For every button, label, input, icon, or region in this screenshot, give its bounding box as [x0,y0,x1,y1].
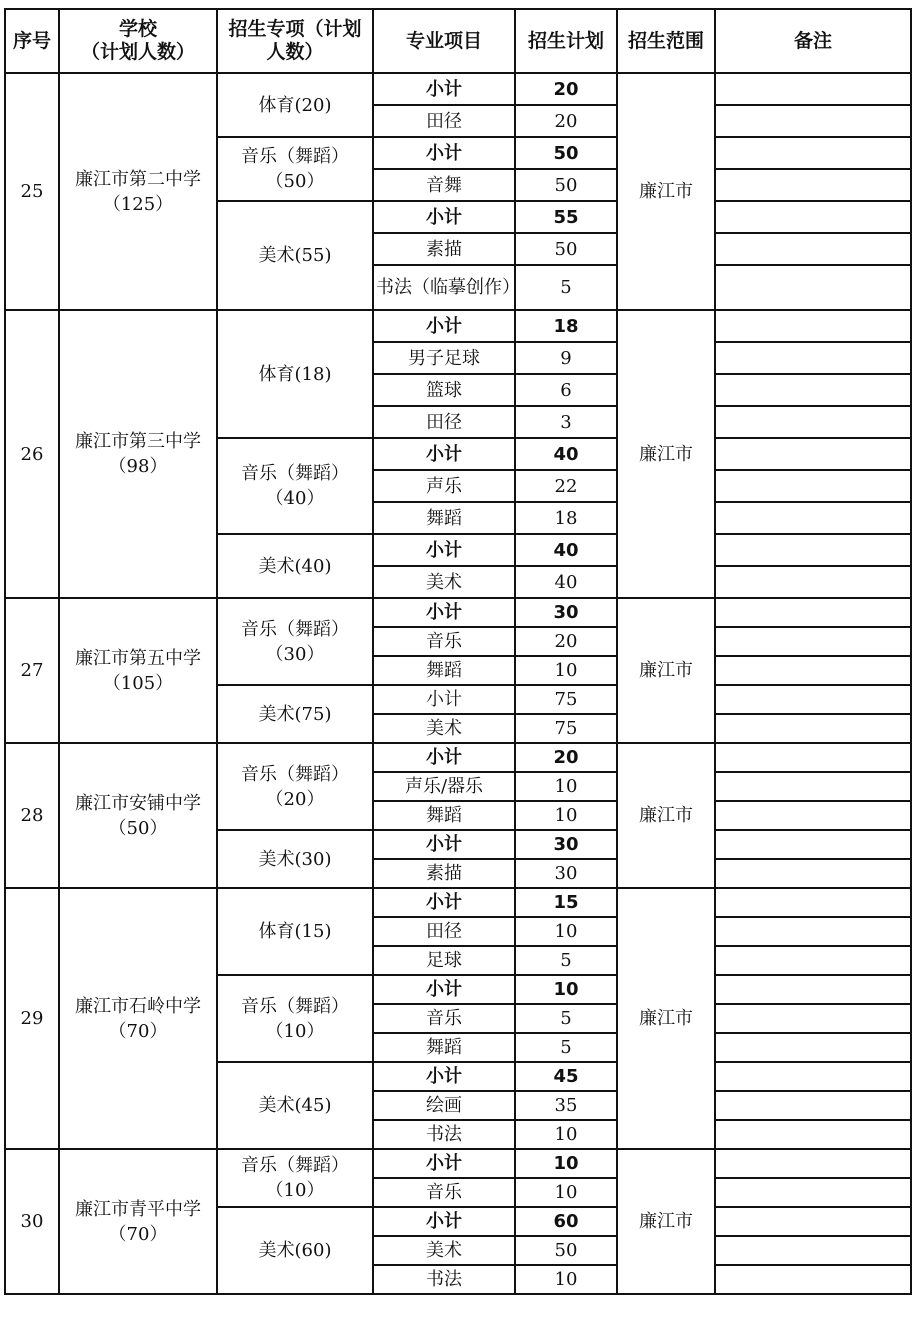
plan-cell: 10 [515,1178,617,1207]
school-cell: 廉江市第五中学 （105） [59,598,217,743]
item-cell: 小计 [373,1149,515,1178]
seq-cell: 27 [5,598,59,743]
note-cell[interactable] [715,265,911,310]
school-cell: 廉江市安铺中学 （50） [59,743,217,888]
item-cell: 声乐 [373,470,515,502]
item-cell: 小计 [373,830,515,859]
table-row [5,598,911,627]
item-cell: 舞蹈 [373,801,515,830]
item-cell: 音舞 [373,169,515,201]
item-cell: 绘画 [373,1091,515,1120]
enrollment-plan-table [4,8,912,1295]
item-cell: 音乐 [373,627,515,656]
item-cell: 篮球 [373,374,515,406]
item-cell: 田径 [373,406,515,438]
item-cell: 田径 [373,917,515,946]
range-cell: 廉江市 [617,743,715,888]
note-cell[interactable] [715,1033,911,1062]
plan-cell: 10 [515,801,617,830]
item-cell: 小计 [373,1062,515,1091]
item-cell: 书法（临摹创作） [373,265,515,310]
plan-cell: 20 [515,73,617,105]
note-cell[interactable] [715,1091,911,1120]
header-school: 学校 （计划人数） [59,9,217,73]
plan-cell: 50 [515,137,617,169]
plan-cell: 60 [515,1207,617,1236]
seq-cell: 29 [5,888,59,1149]
table-row [5,888,911,917]
note-cell[interactable] [715,598,911,627]
note-cell[interactable] [715,1178,911,1207]
plan-cell: 40 [515,566,617,598]
item-cell: 素描 [373,233,515,265]
school-cell: 廉江市第二中学 （125） [59,73,217,310]
item-cell: 小计 [373,975,515,1004]
item-cell: 小计 [373,73,515,105]
item-cell: 足球 [373,946,515,975]
plan-cell: 40 [515,534,617,566]
item-cell: 小计 [373,743,515,772]
special-cell: 体育(20) [217,73,373,137]
note-cell[interactable] [715,1265,911,1294]
header-note: 备注 [715,9,911,73]
special-cell: 美术(45) [217,1062,373,1149]
table-row [5,73,911,105]
range-cell: 廉江市 [617,888,715,1149]
plan-cell: 10 [515,917,617,946]
item-cell: 小计 [373,310,515,342]
table-row [5,1149,911,1178]
note-cell[interactable] [715,342,911,374]
plan-cell: 20 [515,627,617,656]
note-cell[interactable] [715,946,911,975]
header-row [5,9,911,73]
note-cell[interactable] [715,438,911,470]
special-cell: 音乐（舞蹈） （30） [217,598,373,685]
plan-cell: 5 [515,1004,617,1033]
plan-cell: 10 [515,1149,617,1178]
note-cell[interactable] [715,859,911,888]
special-cell: 音乐（舞蹈） （10） [217,1149,373,1207]
note-cell[interactable] [715,73,911,105]
plan-cell: 30 [515,598,617,627]
note-cell[interactable] [715,1236,911,1265]
note-cell[interactable] [715,743,911,772]
special-cell: 音乐（舞蹈） （20） [217,743,373,830]
plan-cell: 50 [515,233,617,265]
header-range: 招生范围 [617,9,715,73]
special-cell: 体育(18) [217,310,373,438]
header-seq: 序号 [5,9,59,73]
item-cell: 小计 [373,137,515,169]
header-special: 招生专项（计划人数） [217,9,373,73]
plan-cell: 20 [515,743,617,772]
plan-cell: 10 [515,772,617,801]
plan-cell: 50 [515,169,617,201]
plan-cell: 10 [515,1265,617,1294]
seq-cell: 26 [5,310,59,598]
plan-cell: 6 [515,374,617,406]
item-cell: 声乐/器乐 [373,772,515,801]
item-cell: 小计 [373,201,515,233]
note-cell[interactable] [715,1062,911,1091]
special-cell: 美术(30) [217,830,373,888]
item-cell: 美术 [373,714,515,743]
item-cell: 田径 [373,105,515,137]
range-cell: 廉江市 [617,1149,715,1294]
plan-cell: 22 [515,470,617,502]
seq-cell: 30 [5,1149,59,1294]
note-cell[interactable] [715,406,911,438]
note-cell[interactable] [715,1207,911,1236]
plan-cell: 20 [515,105,617,137]
note-cell[interactable] [715,566,911,598]
plan-cell: 15 [515,888,617,917]
item-cell: 音乐 [373,1178,515,1207]
plan-cell: 35 [515,1091,617,1120]
item-cell: 小计 [373,534,515,566]
range-cell: 廉江市 [617,73,715,310]
plan-cell: 5 [515,265,617,310]
plan-cell: 9 [515,342,617,374]
special-cell: 美术(40) [217,534,373,598]
note-cell[interactable] [715,714,911,743]
item-cell: 小计 [373,888,515,917]
plan-cell: 18 [515,310,617,342]
note-cell[interactable] [715,917,911,946]
note-cell[interactable] [715,201,911,233]
special-cell: 美术(75) [217,685,373,743]
plan-cell: 40 [515,438,617,470]
note-cell[interactable] [715,685,911,714]
item-cell: 美术 [373,1236,515,1265]
range-cell: 廉江市 [617,598,715,743]
item-cell: 小计 [373,438,515,470]
range-cell: 廉江市 [617,310,715,598]
note-cell[interactable] [715,1120,911,1149]
plan-cell: 18 [515,502,617,534]
seq-cell: 25 [5,73,59,310]
item-cell: 书法 [373,1120,515,1149]
item-cell: 舞蹈 [373,656,515,685]
note-cell[interactable] [715,169,911,201]
special-cell: 美术(60) [217,1207,373,1294]
item-cell: 小计 [373,598,515,627]
item-cell: 音乐 [373,1004,515,1033]
item-cell: 小计 [373,1207,515,1236]
note-cell[interactable] [715,470,911,502]
school-cell: 廉江市第三中学 （98） [59,310,217,598]
plan-cell: 45 [515,1062,617,1091]
table-row [5,743,911,772]
table-body [5,73,911,1294]
note-cell[interactable] [715,105,911,137]
plan-cell: 5 [515,1033,617,1062]
item-cell: 男子足球 [373,342,515,374]
note-cell[interactable] [715,772,911,801]
note-cell[interactable] [715,627,911,656]
plan-cell: 50 [515,1236,617,1265]
header-item: 专业项目 [373,9,515,73]
plan-cell: 10 [515,975,617,1004]
table-row [5,310,911,342]
note-cell[interactable] [715,656,911,685]
school-cell: 廉江市青平中学 （70） [59,1149,217,1294]
plan-cell: 3 [515,406,617,438]
plan-cell: 30 [515,830,617,859]
special-cell: 体育(15) [217,888,373,975]
note-cell[interactable] [715,534,911,566]
plan-cell: 75 [515,714,617,743]
item-cell: 舞蹈 [373,502,515,534]
plan-cell: 30 [515,859,617,888]
note-cell[interactable] [715,830,911,859]
plan-cell: 10 [515,1120,617,1149]
special-cell: 美术(55) [217,201,373,310]
school-cell: 廉江市石岭中学 （70） [59,888,217,1149]
plan-cell: 5 [515,946,617,975]
plan-cell: 75 [515,685,617,714]
item-cell: 美术 [373,566,515,598]
note-cell[interactable] [715,801,911,830]
seq-cell: 28 [5,743,59,888]
item-cell: 小计 [373,685,515,714]
note-cell[interactable] [715,975,911,1004]
note-cell[interactable] [715,1149,911,1178]
special-cell: 音乐（舞蹈） （50） [217,137,373,201]
plan-cell: 55 [515,201,617,233]
item-cell: 书法 [373,1265,515,1294]
header-plan: 招生计划 [515,9,617,73]
note-cell[interactable] [715,137,911,169]
note-cell[interactable] [715,310,911,342]
note-cell[interactable] [715,1004,911,1033]
special-cell: 音乐（舞蹈） （40） [217,438,373,534]
plan-cell: 10 [515,656,617,685]
special-cell: 音乐（舞蹈） （10） [217,975,373,1062]
note-cell[interactable] [715,233,911,265]
note-cell[interactable] [715,502,911,534]
item-cell: 素描 [373,859,515,888]
note-cell[interactable] [715,888,911,917]
item-cell: 舞蹈 [373,1033,515,1062]
note-cell[interactable] [715,374,911,406]
